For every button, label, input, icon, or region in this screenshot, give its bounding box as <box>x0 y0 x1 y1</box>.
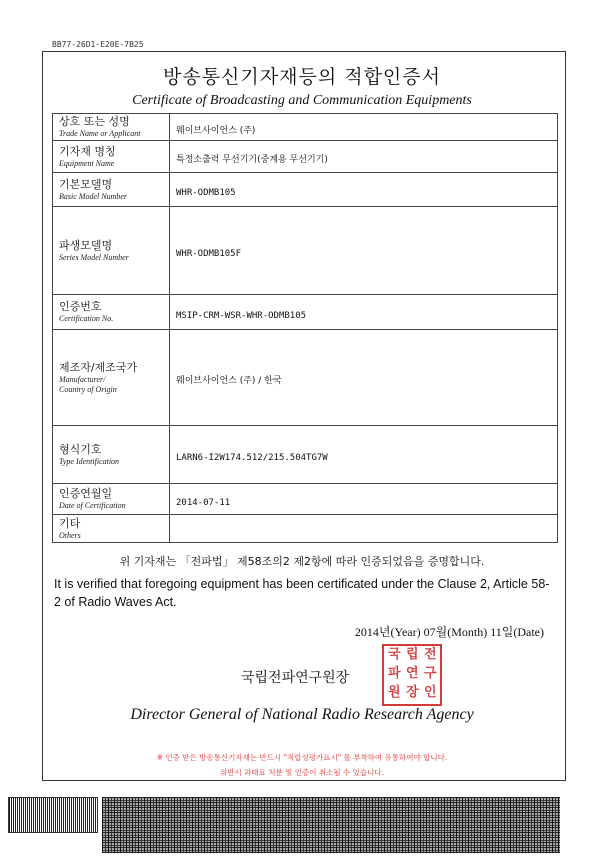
field-value-equipment-name: 특정소출력 무선기기(중계용 무선기기) <box>176 155 328 165</box>
title-korean: 방송통신기자재등의 적합인증서 <box>163 66 441 88</box>
field-label-korean: 기자재 명칭 <box>59 144 116 158</box>
field-label-cell <box>53 207 170 295</box>
field-label-cell <box>53 426 170 484</box>
document-id: BB77-26D1-E20E-7B25 <box>52 40 144 49</box>
field-label-korean: 제조자/제조국가 <box>59 360 138 374</box>
field-label-cell <box>53 484 170 515</box>
field-value-cell <box>170 330 558 426</box>
field-row-trade-name <box>53 114 558 141</box>
director-title-english: Director General of National Radio Research Agency <box>130 706 474 723</box>
field-label-english: Certification No. <box>59 314 114 323</box>
field-value-cell <box>170 173 558 207</box>
field-label-cell <box>53 173 170 207</box>
field-label-korean: 인증번호 <box>59 300 102 313</box>
field-value-manufacturer: 웨이브사이언스 (주) / 한국 <box>176 376 282 386</box>
seal-char: 구 <box>424 666 437 681</box>
field-value-series-model: WHR-ODMB105F <box>176 249 242 259</box>
title-english: Certificate of Broadcasting and Communication Equipments <box>132 93 472 108</box>
field-label-english: Basic Model Number <box>59 191 127 201</box>
field-label-cell <box>53 330 170 426</box>
field-value-cell <box>170 114 558 141</box>
field-label-cell <box>53 515 170 543</box>
field-label-korean: 인증연월일 <box>59 487 113 500</box>
seal-char: 장 <box>406 685 419 700</box>
notice-line-1: ※ 인증 받은 방송통신기자재는 반드시 "적합성평가표시" 를 부착하여 유통하여야 합니다. <box>156 753 448 762</box>
field-value-type-identification: LARN6-I2W174.512/215.504TG7W <box>176 453 328 463</box>
field-label-english: Country of Origin <box>59 384 117 394</box>
field-label-cell <box>53 141 170 173</box>
field-value-date-of-certification: 2014-07-11 <box>176 497 231 508</box>
statement-english: It is verified that foregoing equipment has been certificated under the Clause 2, Article 58-2 of Radio Waves Act. <box>54 577 550 609</box>
field-label-english: Others <box>59 530 81 540</box>
field-label-korean: 형식기호 <box>59 442 102 456</box>
field-row-date-of-certification <box>53 484 558 515</box>
official-seal <box>382 644 442 706</box>
field-label-english: Equipment Name <box>59 158 115 168</box>
issue-date: 2014년(Year) 07월(Month) 11일(Date) <box>354 625 544 639</box>
field-label-korean: 상호 또는 성명 <box>59 115 130 128</box>
field-value-cell <box>170 515 558 543</box>
field-label-korean: 기타 <box>59 516 81 530</box>
field-label-korean: 파생모델명 <box>59 238 113 252</box>
seal-char: 연 <box>406 666 419 681</box>
seal-char: 원 <box>388 685 401 700</box>
seal-char: 전 <box>424 647 437 662</box>
field-label-english: Manufacturer/ <box>59 374 106 384</box>
field-row-type-identification <box>53 426 558 484</box>
field-label-english: Series Model Number <box>59 252 129 262</box>
field-row-equipment-name <box>53 141 558 173</box>
field-row-certification-no <box>53 295 558 330</box>
seal-char: 파 <box>388 666 401 681</box>
field-label-cell <box>53 295 170 330</box>
certificate-fields-table <box>52 113 558 543</box>
director-title-korean: 국립전파연구원장 <box>241 670 350 686</box>
field-label-english: Trade Name or Applicant <box>59 129 141 138</box>
field-value-cell <box>170 426 558 484</box>
field-label-korean: 기본모델명 <box>59 177 113 191</box>
field-label-english: Type Identification <box>59 456 120 466</box>
seal-char: 립 <box>406 647 419 662</box>
field-value-certification-no: MSIP-CRM-WSR-WHR-ODMB105 <box>176 310 307 321</box>
seal-char: 국 <box>388 647 401 662</box>
security-pattern-band <box>102 797 560 853</box>
barcode-left <box>8 797 98 833</box>
field-value-basic-model: WHR-ODMB105 <box>176 188 236 198</box>
seal-char: 인 <box>424 685 437 700</box>
statement-korean: 위 기자재는 「전파법」 제58조의2 제2항에 따라 인증되었음을 증명합니다. <box>119 555 485 568</box>
field-value-cell <box>170 295 558 330</box>
notice-line-2: 위반시 과태료 처분 및 인증이 취소될 수 있습니다. <box>220 768 384 777</box>
field-label-english: Date of Certification <box>59 501 126 510</box>
field-value-cell <box>170 141 558 173</box>
field-label-cell <box>53 114 170 141</box>
field-value-cell <box>170 207 558 295</box>
field-row-basic-model <box>53 173 558 207</box>
field-value-trade-name: 웨이브사이언스 (주) <box>176 125 256 136</box>
field-row-series-model <box>53 207 558 295</box>
field-row-manufacturer <box>53 330 558 426</box>
field-value-cell <box>170 484 558 515</box>
field-row-others <box>53 515 558 543</box>
